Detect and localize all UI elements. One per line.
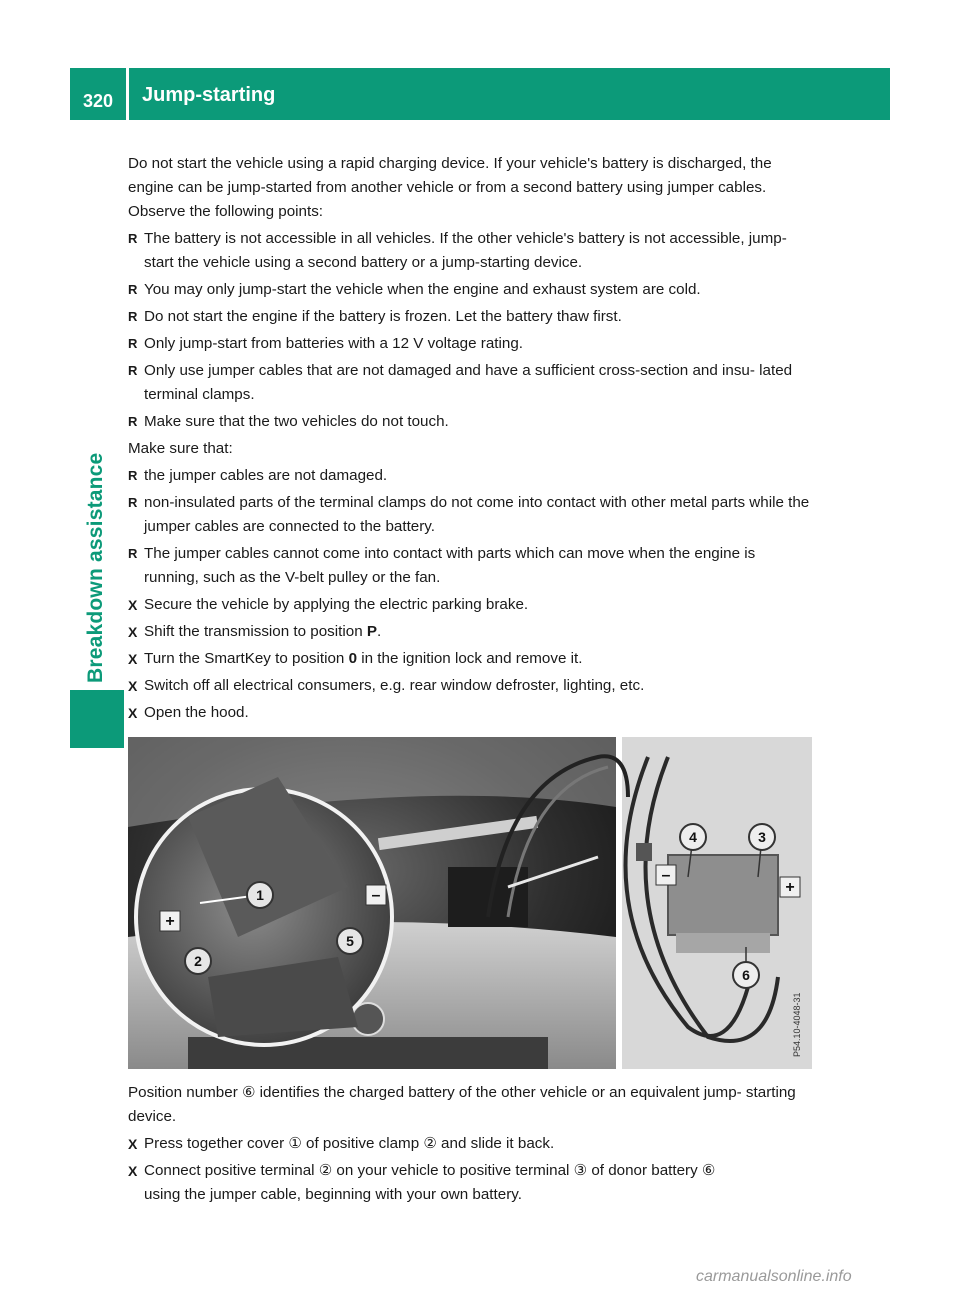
list-item: R non-insulated parts of the terminal clamps do not come into contact with other metal parts while the jumper cables are connected to the battery. bbox=[128, 491, 814, 539]
position-note: Position number ⑥ identifies the charged battery of the other vehicle or an equivalent jump- starting device. bbox=[128, 1084, 796, 1125]
step-mark: X bbox=[128, 624, 138, 640]
donor-battery-photo bbox=[622, 737, 812, 1069]
list-item: R Do not start the engine if the battery is frozen. Let the battery thaw first. bbox=[128, 305, 814, 329]
svg-text:–: – bbox=[661, 867, 671, 884]
bullet-mark: R bbox=[128, 282, 138, 297]
svg-text:+: + bbox=[785, 879, 795, 896]
step-mark: X bbox=[128, 597, 138, 613]
bullet-mark: R bbox=[128, 546, 138, 561]
callout-label: 4 bbox=[689, 829, 697, 845]
list-item: R Make sure that the two vehicles do not touch. bbox=[128, 410, 814, 434]
callout-label: 5 bbox=[346, 933, 354, 949]
svg-text:+: + bbox=[165, 913, 175, 930]
bullet-mark: R bbox=[128, 231, 138, 246]
bullet-mark: R bbox=[128, 468, 138, 483]
callout-label: 1 bbox=[256, 887, 264, 903]
side-tab bbox=[70, 690, 124, 748]
bullet-mark: R bbox=[128, 309, 138, 324]
step-mark: X bbox=[128, 705, 138, 721]
minus-sign-donor bbox=[656, 865, 676, 885]
jump-start-illustration bbox=[128, 737, 812, 1069]
callout-label: 2 bbox=[194, 953, 202, 969]
bullet-mark: R bbox=[128, 495, 138, 510]
minus-sign bbox=[366, 885, 386, 905]
section-title: Breakdown assistance bbox=[84, 452, 107, 683]
make-sure-label: Make sure that: bbox=[128, 440, 233, 457]
figure-code: P54.10-4048-31 bbox=[792, 992, 802, 1057]
list-item: R You may only jump-start the vehicle when the engine and exhaust system are cold. bbox=[128, 278, 814, 302]
callout-label: 3 bbox=[758, 829, 766, 845]
bullet-mark: R bbox=[128, 363, 138, 378]
callout-5 bbox=[337, 928, 363, 954]
plus-sign bbox=[160, 911, 180, 931]
step-item: X Open the hood. bbox=[128, 701, 814, 725]
step-item: X Connect positive terminal ② on your vehicle to positive terminal ③ of donor battery ⑥ using the jumper cable, beginning with your own battery. bbox=[128, 1159, 814, 1207]
step-item: X Secure the vehicle by applying the electric parking brake. bbox=[128, 593, 814, 617]
list-item: R Only jump-start from batteries with a 12 V voltage rating. bbox=[128, 332, 814, 356]
step-mark: X bbox=[128, 651, 138, 667]
intro-paragraph: Do not start the vehicle using a rapid charging device. If your vehicle's battery is discharged, the engine can be jump-started from another vehicle or from a second battery using jumper cables. Observe the following points: bbox=[128, 155, 772, 220]
svg-text:–: – bbox=[371, 887, 381, 904]
callout-label: 6 bbox=[742, 967, 750, 983]
plus-sign-donor bbox=[780, 877, 800, 897]
step-item: X Shift the transmission to position P. bbox=[128, 620, 814, 644]
list-item: R The jumper cables cannot come into contact with parts which can move when the engine is running, such as the V-belt pulley or the fan. bbox=[128, 542, 814, 590]
page-number: 320 bbox=[82, 91, 114, 111]
content bbox=[128, 152, 814, 1210]
step-item: X Press together cover ① of positive clamp ② and slide it back. bbox=[128, 1132, 814, 1156]
watermark[interactable]: carmanualsonline.info bbox=[696, 1268, 852, 1285]
step-mark: X bbox=[128, 1136, 138, 1152]
step-item: X Turn the SmartKey to position 0 in the ignition lock and remove it. bbox=[128, 647, 814, 671]
bullet-mark: R bbox=[128, 336, 138, 351]
callout-2 bbox=[185, 948, 211, 974]
chapter-title: Jump-starting bbox=[142, 84, 276, 106]
list-item: R the jumper cables are not damaged. bbox=[128, 464, 814, 488]
list-item: R Only use jumper cables that are not damaged and have a sufficient cross-section and insu- lated terminal clamps. bbox=[128, 359, 814, 407]
header-separator bbox=[126, 68, 129, 120]
list-item: R The battery is not accessible in all vehicles. If the other vehicle's battery is not accessible, jump-start the vehicle using a second battery or a jump-starting device. bbox=[128, 227, 814, 275]
step-item: X Switch off all electrical consumers, e.g. rear window defroster, lighting, etc. bbox=[128, 674, 814, 698]
bullet-mark: R bbox=[128, 414, 138, 429]
step-mark: X bbox=[128, 678, 138, 694]
step-mark: X bbox=[128, 1163, 138, 1179]
